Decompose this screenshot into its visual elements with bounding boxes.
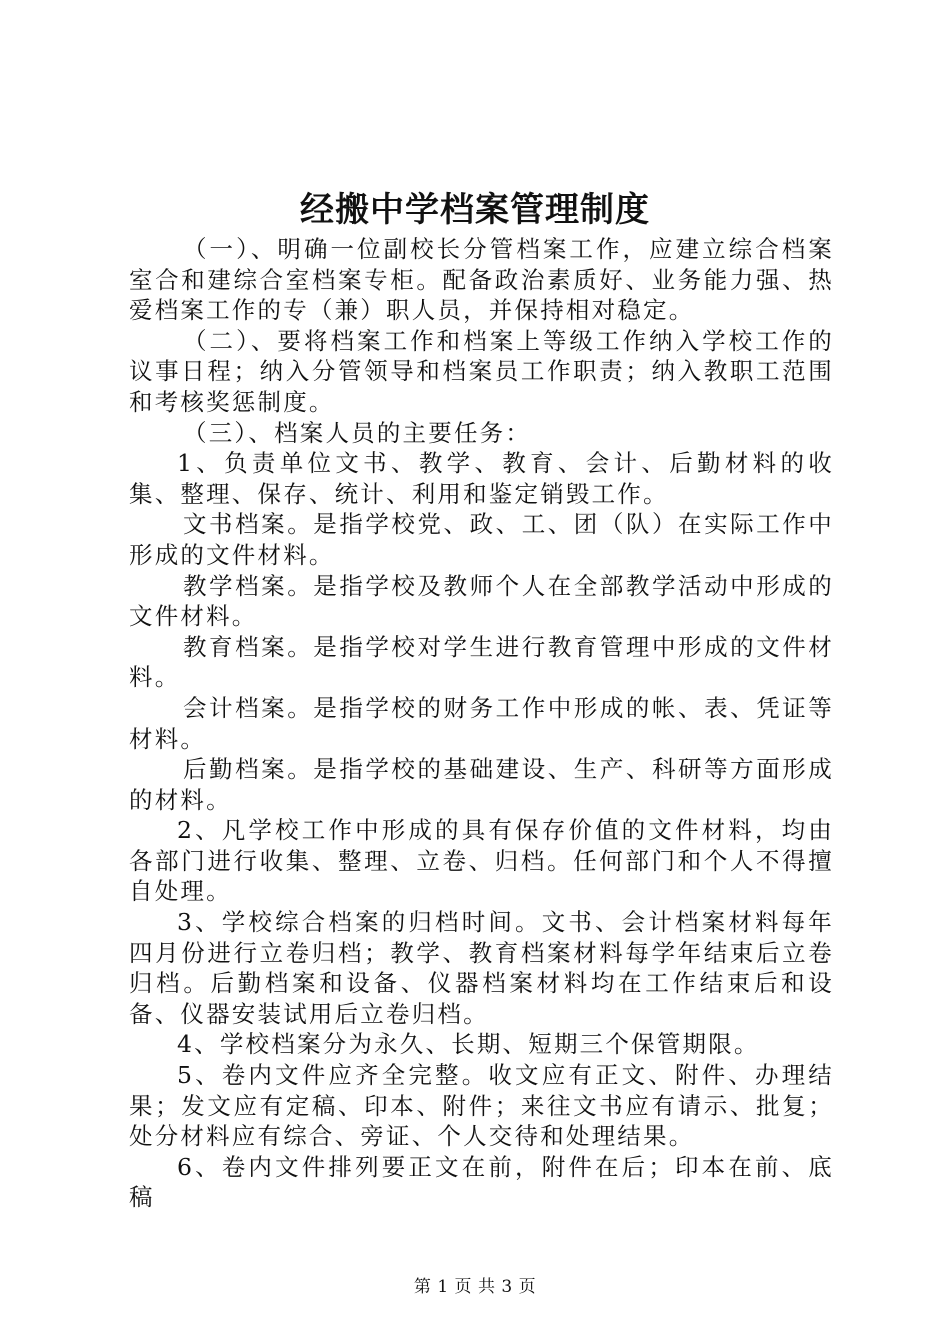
paragraph-2: （二）、要将档案工作和档案上等级工作纳入学校工作的议事日程；纳入分管领导和档案员工作职责；纳入教职工范围和考核奖惩制度。 — [129, 326, 834, 416]
paragraph-8: 会计档案。是指学校的财务工作中形成的帐、表、凭证等材料。 — [129, 693, 834, 753]
paragraph-10: 2、凡学校工作中形成的具有保存价值的文件材料，均由各部门进行收集、整理、立卷、归档。任何部门和个人不得擅自处理。 — [129, 816, 834, 906]
document-body — [129, 234, 834, 1213]
paragraph-4: 1、负责单位文书、教学、教育、会计、后勤材料的收集、整理、保存、统计、利用和鉴定销毁工作。 — [129, 449, 834, 508]
paragraph-13: 5、卷内文件应齐全完整。收文应有正文、附件、办理结果；发文应有定稿、印本、附件；来往文书应有请示、批复；处分材料应有综合、旁证、个人交待和处理结果。 — [129, 1061, 834, 1151]
paragraph-3: （三）、档案人员的主要任务： — [183, 418, 532, 447]
paragraph-7: 教育档案。是指学校对学生进行教育管理中形成的文件材料。 — [129, 632, 834, 692]
paragraph-1: （一）、明确一位副校长分管档案工作，应建立综合档案室合和建综合室档案专柜。配备政治素质好、业务能力强、热爱档案工作的专（兼）职人员，并保持相对稳定。 — [129, 235, 834, 325]
paragraph-9: 后勤档案。是指学校的基础建设、生产、科研等方面形成的材料。 — [129, 755, 834, 814]
paragraph-12: 4、学校档案分为永久、长期、短期三个保管期限。 — [177, 1030, 760, 1059]
page-number: 第 1 页 共 3 页 — [413, 1277, 537, 1297]
paragraph-6: 教学档案。是指学校及教师个人在全部教学活动中形成的文件材料。 — [129, 571, 834, 631]
paragraph-14: 6、卷内文件排列要正文在前，附件在后；印本在前、底稿 — [129, 1152, 834, 1212]
paragraph-11: 3、学校综合档案的归档时间。文书、会计档案材料每年四月份进行立卷归档；教学、教育档案材料每学年结束后立卷归档。后勤档案和设备、仪器档案材料均在工作结束后和设备、仪器安装试用后立卷归档。 — [129, 908, 834, 1028]
paragraph-5: 文书档案。是指学校党、政、工、团（队）在实际工作中形成的文件材料。 — [129, 510, 834, 569]
document-title: 经搬中学档案管理制度 — [300, 190, 650, 230]
